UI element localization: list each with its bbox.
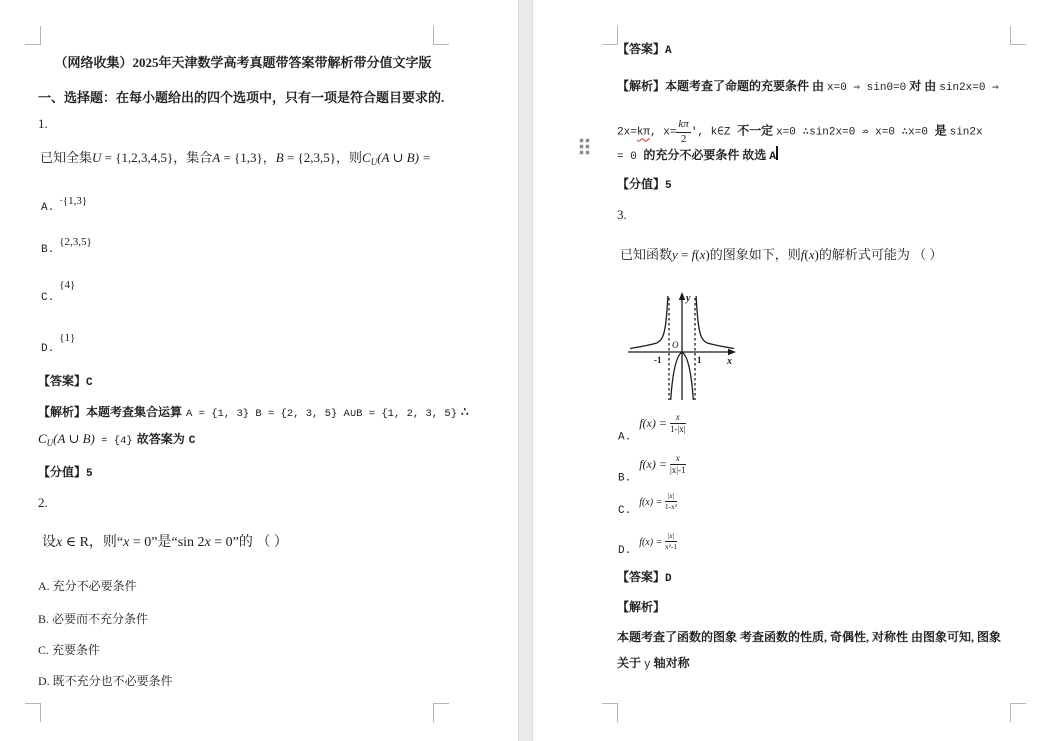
- q1-stem-seg: ，集合: [173, 150, 213, 165]
- q2-option-a: A. 充分不必要条件: [38, 579, 137, 593]
- q1-stem-seg: A: [212, 150, 221, 165]
- analysis-text: 本题考查了命题的充要条件 由: [665, 79, 828, 93]
- margin-corner-mark: [433, 703, 449, 722]
- q2-option-c: C. 充要条件: [38, 643, 101, 657]
- answer-letter: A: [769, 151, 777, 163]
- analysis-math: A = {1, 3} B = {2, 3, 5} A∪B = {1, 2, 3, 5}: [186, 408, 457, 420]
- fraction-kpi-over-2: [676, 119, 690, 145]
- margin-corner-mark: [25, 26, 41, 45]
- q1-stem-seg: B: [275, 150, 284, 165]
- q3-analysis-line1: 本题考查了函数的图象 考查函数的性质, 奇偶性, 对称性 由图象可知, 图象: [617, 630, 1002, 644]
- analysis-math: = 0: [617, 151, 644, 163]
- q3-stem-seg: x: [699, 247, 706, 262]
- q3-option-b: [618, 453, 686, 488]
- analysis-text: 对 由: [906, 79, 940, 93]
- q3-stem-seg: f: [800, 247, 805, 262]
- q2-stem-seg: x: [123, 535, 130, 550]
- q1-stem-seg: C: [362, 150, 371, 165]
- paragraph-drag-handle[interactable]: [580, 139, 589, 154]
- fraction-denominator: 2: [680, 132, 687, 145]
- option-fx: f(x) =: [639, 537, 665, 548]
- q1-stem-subscript: U: [370, 157, 378, 167]
- answer-tag: 【答案】: [38, 374, 87, 388]
- q3-stem: [620, 244, 942, 264]
- formula-subscript: U: [46, 438, 54, 448]
- misspelled-kpi: kπ: [636, 126, 651, 139]
- answer-tag: 【答案】: [617, 42, 666, 56]
- analysis-math: y: [644, 659, 651, 671]
- option-fraction: [665, 532, 677, 551]
- therefore-symbol: ∴: [461, 405, 469, 419]
- option-label: C.: [41, 292, 55, 304]
- curve-right-branch: [696, 296, 734, 349]
- q1-stem-seg: = {1,2,3,4,5}: [101, 150, 174, 165]
- q2-stem-seg: sin 2: [177, 535, 205, 550]
- q3-number: 3.: [617, 207, 627, 222]
- margin-corner-mark: [602, 26, 618, 45]
- option-label: B.: [41, 244, 55, 256]
- q2-stem-seg: 设: [42, 535, 56, 550]
- q3-option-a: [618, 412, 686, 447]
- fraction-numerator: x: [670, 454, 686, 465]
- x-axis-label: x: [727, 356, 732, 367]
- q1-analysis-line1: [38, 403, 469, 421]
- q3-option-d: [618, 531, 678, 559]
- option-label: D.: [41, 343, 55, 355]
- q3-answer-line: [617, 568, 672, 586]
- q1-stem-seg: = {2,3,5}: [283, 150, 337, 165]
- q3-analysis-tag: 【解析】: [617, 600, 666, 614]
- curve-left-branch: [630, 296, 668, 349]
- q2-option-b: B. 必要而不充分条件: [38, 612, 149, 626]
- option-prefix-dot: ·: [59, 195, 63, 207]
- analysis-text: 关于: [617, 656, 645, 670]
- q1-number: 1.: [38, 116, 48, 131]
- q3-stem-seg: f: [691, 247, 696, 262]
- handle-dot: [580, 145, 583, 148]
- section-heading: 一、选择题：在每小题给出的四个选项中，只有一项是符合题目要求的.: [38, 90, 445, 105]
- score-tag: 【分值】: [617, 177, 666, 191]
- q2-stem-seg: x: [204, 535, 211, 550]
- fraction-numerator: kπ: [676, 119, 690, 133]
- option-fx: f(x) =: [639, 416, 670, 431]
- origin-label: O: [672, 340, 679, 350]
- q3-stem-seg: ): [814, 247, 819, 262]
- option-value: {1,3}: [62, 195, 88, 207]
- handle-dot: [580, 139, 583, 142]
- tick-pos1: 1: [697, 355, 702, 365]
- page-gap: [518, 0, 533, 741]
- option-fx: f(x) =: [639, 457, 670, 472]
- fraction-numerator: x: [670, 413, 686, 424]
- q2-stem-seg: x: [56, 535, 63, 550]
- analysis-text: 本题考查集合运算: [86, 405, 183, 419]
- margin-corner-mark: [25, 703, 41, 722]
- q2-stem: [42, 531, 288, 551]
- option-value: {1}: [59, 332, 76, 344]
- q1-score-line: [38, 463, 93, 481]
- option-fx: f(x) =: [639, 497, 665, 508]
- q3-option-c: [618, 491, 678, 519]
- q3-stem-seg: 的图象如下，则: [709, 247, 801, 262]
- q1-option-c: [41, 279, 76, 305]
- y-axis-label: y: [686, 293, 691, 304]
- answer-letter: C: [188, 435, 196, 447]
- q1-answer-line: [38, 372, 93, 390]
- option-label: D.: [618, 545, 632, 557]
- answer-value: C: [86, 377, 93, 389]
- answer-tag: 【答案】: [617, 570, 666, 584]
- answer-value: D: [665, 573, 672, 585]
- q3-analysis-line2: [617, 654, 690, 672]
- q3-stem-seg: (: [804, 247, 809, 262]
- doc-title: （网络收集）2025年天津数学高考真题带答案带解析带分值文字版: [54, 55, 432, 70]
- option-label: B.: [618, 472, 632, 485]
- q2-answer-line: [617, 40, 672, 58]
- analysis-text: 的充分不必要条件 故选: [643, 148, 770, 162]
- score-value: 5: [665, 180, 672, 192]
- handle-dot: [586, 145, 589, 148]
- margin-corner-mark: [1010, 26, 1026, 45]
- fraction-denominator: 1-|x|: [669, 424, 686, 435]
- q1-stem-seg: = {1,3}: [220, 150, 263, 165]
- margin-corner-mark: [433, 26, 449, 45]
- analysis-text: 故答案为: [136, 432, 185, 446]
- q2-option-d: D. 既不充分也不必要条件: [38, 674, 173, 688]
- q3-stem-seg: 的解析式可能为 （ ）: [818, 247, 943, 262]
- formula-c: C: [38, 431, 47, 446]
- option-label: C.: [618, 505, 632, 517]
- y-axis-arrow: [679, 292, 685, 300]
- option-fraction: [670, 413, 686, 435]
- q2-stem-seg: ”是“: [151, 535, 178, 550]
- analysis-text: 是: [934, 123, 950, 138]
- score-value: 5: [86, 468, 93, 480]
- q1-analysis-line2: [38, 430, 195, 448]
- analysis-math: , x=: [650, 126, 677, 139]
- x-axis-arrow: [728, 349, 736, 355]
- q3-stem-seg: =: [677, 247, 692, 262]
- q1-stem-seg: ，则: [336, 150, 363, 165]
- formula-rest: (A ∪ B): [53, 431, 95, 446]
- q1-option-a: [41, 197, 87, 215]
- q3-stem-seg: 已知函数: [620, 247, 673, 262]
- analysis-math: sin2x: [949, 126, 983, 139]
- fraction-numerator: |x|: [665, 492, 677, 502]
- q1-stem-seg: U: [92, 150, 102, 165]
- q2-stem-seg: = 0: [129, 535, 152, 550]
- q2-analysis-line3: [617, 146, 776, 164]
- q2-analysis-line1: [617, 77, 999, 95]
- q1-stem-seg: (A ∪ B) =: [377, 150, 431, 165]
- text-cursor: [776, 146, 778, 160]
- q2-analysis-line2: [617, 119, 983, 145]
- fraction-denominator: x²-1: [664, 542, 678, 551]
- fraction-denominator: |x|-1: [669, 465, 686, 476]
- analysis-math: x=0 ∴sin2x=0 ⇏ x=0 ∴x=0: [776, 126, 935, 139]
- analysis-math: sin2x=0 ⇒: [939, 82, 999, 94]
- margin-corner-mark: [602, 703, 618, 722]
- analysis-tag: 【解析】: [38, 405, 87, 419]
- option-label: A.: [618, 431, 632, 444]
- option-value: {4}: [59, 279, 76, 291]
- q2-stem-seg: ∈ R: [62, 535, 89, 550]
- option-label: A.: [41, 202, 55, 214]
- analysis-math: ′, k∈Z: [690, 126, 738, 139]
- tick-neg1: -1: [654, 355, 662, 365]
- answer-value: A: [665, 45, 672, 57]
- handle-dot: [580, 151, 583, 154]
- analysis-math: x=0 ⇒ sin0=0: [827, 82, 907, 94]
- analysis-math: 2x=: [617, 126, 637, 139]
- q3-stem-seg: y: [672, 247, 678, 262]
- analysis-text: 不一定: [737, 123, 777, 138]
- q1-option-b: [41, 236, 92, 257]
- analysis-eq: = {4}: [94, 435, 133, 447]
- q1-stem-seg: ，: [262, 150, 276, 165]
- option-fraction: [670, 454, 686, 476]
- page-left: [0, 0, 518, 741]
- q2-stem-seg: = 0: [210, 535, 233, 550]
- q3-stem-seg: ): [705, 247, 710, 262]
- fraction-numerator: |x|: [665, 532, 677, 542]
- analysis-text: 轴对称: [650, 656, 690, 670]
- q2-number: 2.: [38, 495, 48, 510]
- q3-stem-seg: x: [808, 247, 815, 262]
- function-graph: [626, 288, 738, 402]
- analysis-tag: 【解析】: [617, 79, 666, 93]
- q1-stem: [40, 147, 431, 167]
- margin-corner-mark: [1010, 703, 1026, 722]
- fraction-denominator: 1-x²: [664, 502, 678, 511]
- option-value: {2,3,5}: [59, 236, 92, 248]
- q2-score-line: [617, 175, 672, 193]
- q1-stem-seg: 已知全集: [40, 150, 93, 165]
- q2-stem-seg: ”的 （ ）: [232, 535, 288, 550]
- handle-dot: [586, 151, 589, 154]
- handle-dot: [586, 139, 589, 142]
- q1-option-d: [41, 332, 76, 356]
- q3-stem-seg: (: [695, 247, 700, 262]
- q2-stem-seg: ，则“: [88, 535, 124, 550]
- option-fraction: [665, 492, 677, 511]
- score-tag: 【分值】: [38, 465, 87, 479]
